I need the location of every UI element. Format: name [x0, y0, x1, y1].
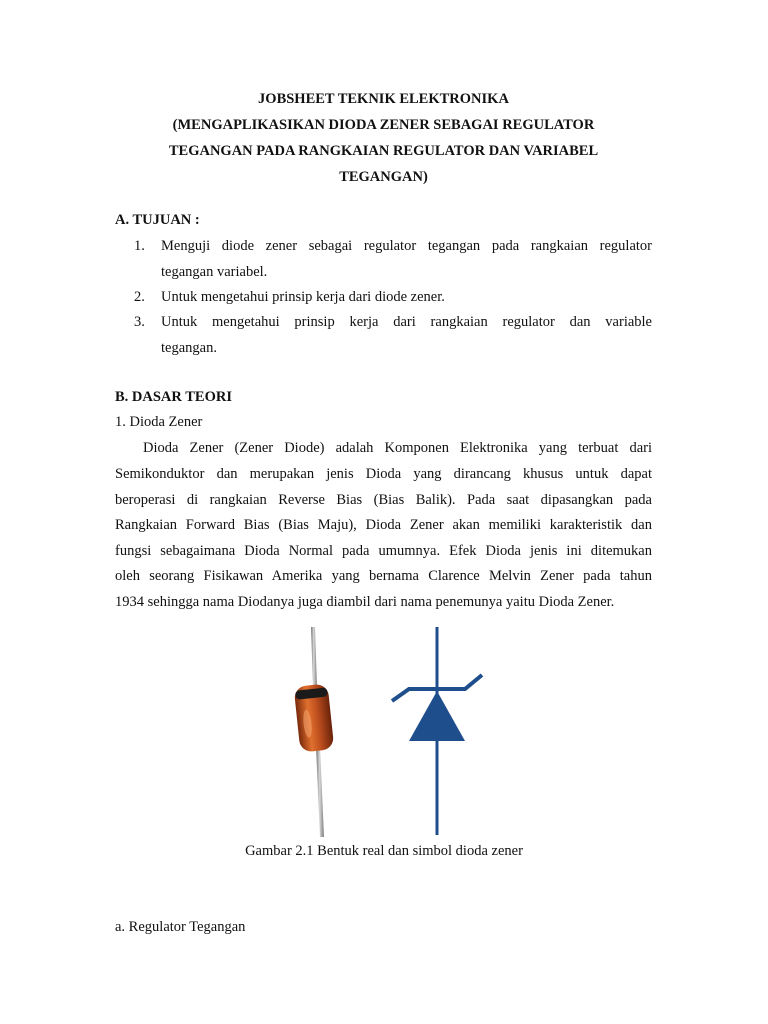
subsection-heading: a. Regulator Tegangan — [115, 919, 246, 935]
list-item-number: 3. — [134, 314, 145, 330]
paragraph-line: 1934 sehingga nama Diodanya juga diambil dari nama penemunya yaitu Dioda Zener. — [115, 594, 615, 610]
section-a-heading: A. TUJUAN : — [115, 212, 200, 228]
list-item-text: Untuk mengetahui prinsip kerja dari rangkaian regulator dan variable — [161, 314, 652, 330]
paragraph-line: oleh seorang Fisikawan Amerika yang bernama Clarence Melvin Zener pada tahun — [115, 568, 652, 584]
title-line: TEGANGAN PADA RANGKAIAN REGULATOR DAN VARIABEL — [168, 143, 599, 159]
paragraph-line: Dioda Zener (Zener Diode) adalah Komponen Elektronika yang terbuat dari — [143, 440, 652, 456]
paragraph-line: fungsi sebagaimana Dioda Normal pada umumnya. Efek Dioda jenis ini ditemukan — [115, 543, 652, 559]
list-item-number: 2. — [134, 289, 145, 305]
list-item-text: tegangan variabel. — [161, 264, 268, 280]
paragraph-line: beroperasi di rangkaian Reverse Bias (Bias Balik). Pada saat dipasangkan pada — [115, 492, 652, 508]
document-title — [115, 86, 652, 190]
title-line: TEGANGAN) — [339, 169, 428, 185]
paragraph-line: Rangkaian Forward Bias (Bias Maju), Dioda Zener akan memiliki karakteristik dan — [115, 517, 652, 533]
subsection-heading: 1. Dioda Zener — [115, 414, 203, 430]
figure-caption: Gambar 2.1 Bentuk real dan simbol dioda zener — [245, 843, 523, 859]
paragraph-line: Semikonduktor dan merupakan jenis Dioda yang dirancang khusus untuk dapat — [115, 466, 652, 482]
list-item-number: 1. — [134, 238, 145, 254]
list-item-text: tegangan. — [161, 340, 217, 356]
title-line: (MENGAPLIKASIKAN DIODA ZENER SEBAGAI REGULATOR — [172, 117, 595, 133]
zener-diode-photo — [284, 627, 344, 837]
list-item-text: Untuk mengetahui prinsip kerja dari diode zener. — [161, 289, 445, 305]
title-line: JOBSHEET TEKNIK ELEKTRONIKA — [258, 91, 509, 107]
list-item-text: Menguji diode zener sebagai regulator tegangan pada rangkaian regulator — [161, 238, 652, 254]
zener-diode-symbol-icon — [387, 627, 487, 837]
section-b-heading: B. DASAR TEORI — [115, 389, 232, 405]
